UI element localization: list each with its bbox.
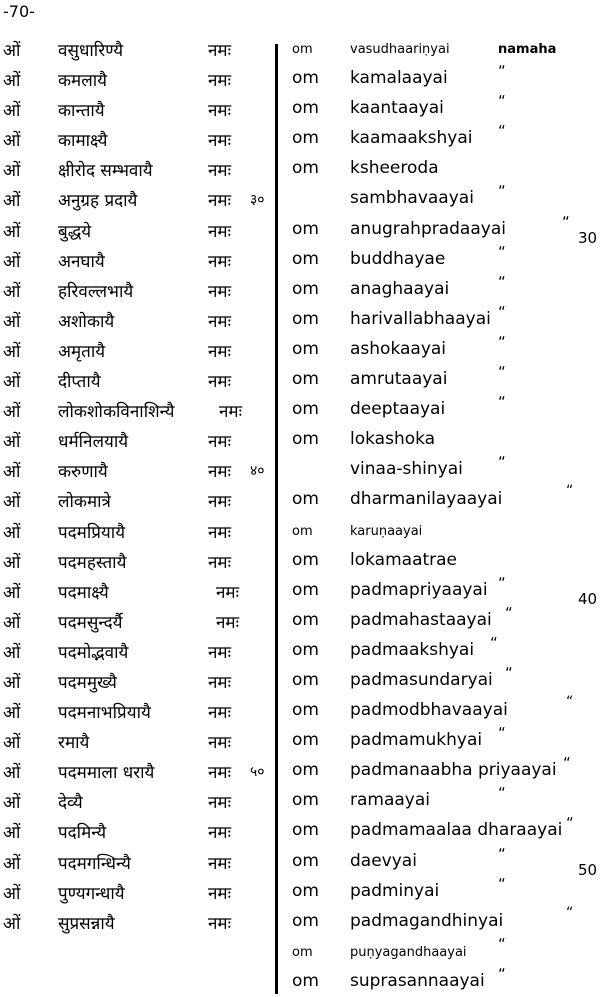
quote: “ bbox=[498, 964, 506, 983]
list-item bbox=[0, 964, 600, 997]
name-lat: deeptaayai bbox=[350, 399, 446, 420]
name-dev: पदमाक्ष्यै bbox=[58, 582, 109, 603]
om-lat: om bbox=[292, 549, 319, 570]
page-number: -70- bbox=[3, 2, 35, 21]
list-item bbox=[0, 696, 600, 726]
quote: “ bbox=[498, 784, 506, 803]
om-dev: ओं bbox=[3, 522, 21, 543]
name-lat: kamalaayai bbox=[350, 68, 448, 89]
name-dev: लोकमात्रे bbox=[58, 492, 111, 513]
name-dev: क्षीरोद सम्भवायै bbox=[58, 161, 153, 182]
list-item bbox=[0, 124, 600, 154]
om-dev: ओं bbox=[3, 311, 21, 332]
list-item bbox=[0, 332, 600, 365]
namah-dev: नमः bbox=[219, 402, 243, 423]
namah-dev: नमः bbox=[208, 71, 232, 92]
name-lat: karuṇaayai bbox=[350, 523, 423, 539]
quote: “ bbox=[498, 724, 506, 743]
om-lat: om bbox=[292, 790, 319, 811]
name-lat: padmaakshyai bbox=[350, 639, 475, 660]
name-lat: anugrahpradaayai bbox=[350, 218, 506, 239]
name-dev: पदममुख्यै bbox=[58, 672, 117, 693]
name-lat: padmamukhyai bbox=[350, 730, 483, 751]
extra: namaha bbox=[498, 42, 557, 57]
name-lat: lokamaatrae bbox=[350, 549, 458, 570]
name-dev: करुणायै bbox=[58, 462, 108, 483]
quote: “ bbox=[498, 332, 506, 351]
namah-dev: नमः bbox=[208, 101, 232, 122]
list-item bbox=[0, 786, 600, 816]
name-dev: पदमिन्यै bbox=[58, 823, 107, 844]
namah-dev: नमः bbox=[208, 251, 232, 272]
list-item bbox=[0, 844, 600, 879]
name-lat: padmahastaayai bbox=[350, 609, 492, 630]
list-item bbox=[0, 365, 600, 395]
om-dev: ओं bbox=[3, 672, 21, 693]
list-item bbox=[0, 573, 600, 608]
name-lat: padmamaalaa dharaayai bbox=[350, 820, 563, 841]
quote: “ bbox=[498, 242, 506, 261]
om-lat: om bbox=[292, 970, 319, 991]
om-lat: om bbox=[292, 42, 313, 57]
mark: “ bbox=[566, 694, 574, 711]
om-lat: om bbox=[292, 880, 319, 901]
om-dev: ओं bbox=[3, 703, 21, 724]
list-item bbox=[0, 516, 600, 546]
om-dev: ओं bbox=[3, 793, 21, 814]
name-lat: suprasannaayai bbox=[350, 970, 485, 991]
name-dev: पदमहस्तायै bbox=[58, 552, 127, 573]
om-lat: om bbox=[292, 98, 319, 119]
list-item bbox=[0, 663, 600, 696]
name-lat: padmodbhavaayai bbox=[350, 700, 508, 721]
om-lat: om bbox=[292, 248, 319, 269]
list-item bbox=[0, 756, 600, 786]
om-dev: ओं bbox=[3, 251, 21, 272]
quote: “ bbox=[498, 182, 506, 201]
list-item bbox=[0, 546, 600, 576]
om-dev: ओं bbox=[3, 552, 21, 573]
om-dev: ओं bbox=[3, 372, 21, 393]
om-dev: ओं bbox=[3, 582, 21, 603]
om-dev: ओं bbox=[3, 432, 21, 453]
list-item bbox=[0, 816, 600, 846]
name-dev: पुण्यगन्धायै bbox=[58, 883, 125, 904]
name-lat: buddhayae bbox=[350, 248, 446, 269]
quote: “ bbox=[498, 934, 506, 953]
name-dev: हरिवल्लभायै bbox=[58, 281, 134, 302]
namah-dev: नमः bbox=[208, 41, 232, 61]
name-lat: puṇyagandhaayai bbox=[350, 944, 467, 960]
om-lat: om bbox=[292, 369, 319, 390]
namah-dev: नमः bbox=[208, 161, 232, 182]
name-lat: padmasundaryai bbox=[350, 669, 493, 690]
om-dev: ओं bbox=[3, 913, 21, 934]
namah-dev: नमः bbox=[208, 883, 232, 904]
name-dev: कान्तायै bbox=[58, 101, 105, 122]
namah-dev: नमः bbox=[208, 372, 232, 393]
om-dev: ओं bbox=[3, 41, 21, 61]
name-lat: ashokaayai bbox=[350, 338, 447, 359]
quote: “ bbox=[566, 814, 574, 833]
namah-dev: नमः bbox=[208, 131, 232, 152]
namah-dev: नमः bbox=[208, 642, 232, 663]
namah-dev: नमः bbox=[208, 672, 232, 693]
om-dev: ओं bbox=[3, 763, 21, 784]
name-lat: padmagandhinyai bbox=[350, 910, 504, 931]
name-dev: अमृतायै bbox=[58, 341, 106, 362]
name-lat: anaghaayai bbox=[350, 278, 450, 299]
name-dev: पदमगन्धिन्यै bbox=[58, 853, 131, 874]
namah-dev: नमः bbox=[208, 552, 232, 573]
om-dev: ओं bbox=[3, 462, 21, 483]
name-lat: amrutaayai bbox=[350, 369, 448, 390]
namah-dev: नमः bbox=[216, 582, 240, 603]
om-lat: om bbox=[292, 399, 319, 420]
namah-dev: नमः bbox=[208, 341, 232, 362]
namah-dev: नमः bbox=[208, 191, 232, 212]
name-lat: ksheeroda bbox=[350, 158, 439, 179]
om-dev: ओं bbox=[3, 612, 21, 633]
om-dev: ओं bbox=[3, 492, 21, 513]
list-item bbox=[0, 64, 600, 94]
rnum: 30 bbox=[578, 228, 598, 247]
name-dev: अशोकायै bbox=[58, 311, 115, 332]
quote: “ bbox=[498, 272, 506, 291]
om-dev: ओं bbox=[3, 131, 21, 152]
namah-dev: नमः bbox=[208, 823, 232, 844]
list-item bbox=[0, 934, 600, 967]
om-lat: om bbox=[292, 944, 313, 960]
om-dev: ओं bbox=[3, 883, 21, 904]
list-item bbox=[0, 633, 600, 666]
quote: “ bbox=[498, 62, 506, 81]
om-lat: om bbox=[292, 489, 319, 510]
name-dev: देव्यै bbox=[58, 793, 83, 814]
om-lat: om bbox=[292, 669, 319, 690]
namah-dev: नमः bbox=[208, 281, 232, 302]
list-item bbox=[0, 603, 600, 636]
name-dev: पदमसुन्दर्यै bbox=[58, 612, 123, 633]
om-dev: ओं bbox=[3, 191, 21, 212]
name-dev: पदमनाभप्रियायै bbox=[58, 703, 151, 724]
list-item bbox=[0, 184, 600, 214]
om-dev: ओं bbox=[3, 281, 21, 302]
name-dev: बुद्धये bbox=[58, 221, 92, 242]
quote: “ bbox=[498, 122, 506, 141]
om-dev: ओं bbox=[3, 161, 21, 182]
om-dev: ओं bbox=[3, 402, 21, 423]
name-dev: कमलायै bbox=[58, 71, 108, 92]
om-dev: ओं bbox=[3, 71, 21, 92]
name-dev: लोकशोकविनाशिन्यै bbox=[58, 402, 175, 423]
om-lat: om bbox=[292, 128, 319, 149]
quote: “ bbox=[498, 453, 506, 472]
deva-num: ३० bbox=[250, 192, 265, 209]
om-lat: om bbox=[292, 68, 319, 89]
name-dev: धर्मनिलयायै bbox=[58, 432, 129, 453]
om-lat: om bbox=[292, 639, 319, 660]
name-lat: vasudhaariṇyai bbox=[350, 42, 450, 57]
om-lat: om bbox=[292, 158, 319, 179]
list-item bbox=[0, 34, 600, 64]
list-item bbox=[0, 94, 600, 124]
list-item bbox=[0, 485, 600, 515]
list-item bbox=[0, 904, 600, 937]
mark: “ bbox=[566, 483, 574, 500]
name-lat: lokashoka bbox=[350, 429, 436, 450]
name-lat: padmapriyaayai bbox=[350, 579, 488, 600]
om-lat: om bbox=[292, 523, 313, 539]
name-lat: vinaa-shinyai bbox=[350, 459, 463, 480]
quote: “ bbox=[498, 573, 506, 592]
quote: “ bbox=[498, 302, 506, 321]
quote: “ bbox=[563, 754, 571, 773]
om-dev: ओं bbox=[3, 221, 21, 242]
om-dev: ओं bbox=[3, 642, 21, 663]
quote: “ bbox=[490, 633, 498, 652]
om-dev: ओं bbox=[3, 341, 21, 362]
quote: “ bbox=[505, 663, 513, 682]
namah-dev: नमः bbox=[208, 462, 232, 483]
namah-dev: नमः bbox=[208, 221, 232, 242]
quote: “ bbox=[498, 363, 506, 382]
list-item bbox=[0, 726, 600, 756]
om-dev: ओं bbox=[3, 853, 21, 874]
om-lat: om bbox=[292, 278, 319, 299]
om-lat: om bbox=[292, 429, 319, 450]
namah-dev: नमः bbox=[208, 853, 232, 874]
om-lat: om bbox=[292, 730, 319, 751]
name-lat: padminyai bbox=[350, 880, 440, 901]
om-lat: om bbox=[292, 700, 319, 721]
name-lat: daevyai bbox=[350, 850, 417, 871]
om-dev: ओं bbox=[3, 733, 21, 754]
name-lat: ramaayai bbox=[350, 790, 431, 811]
name-dev: अनघायै bbox=[58, 251, 105, 272]
quote: “ bbox=[498, 393, 506, 412]
namah-dev: नमः bbox=[208, 522, 232, 543]
list-item bbox=[0, 874, 600, 907]
om-lat: om bbox=[292, 218, 319, 239]
name-dev: कामाक्ष्यै bbox=[58, 131, 108, 152]
deva-num: ५० bbox=[250, 764, 265, 781]
namah-dev: नमः bbox=[208, 733, 232, 754]
om-lat: om bbox=[292, 609, 319, 630]
om-lat: om bbox=[292, 308, 319, 329]
namah-dev: नमः bbox=[208, 311, 232, 332]
name-dev: पदमोद्भवायै bbox=[58, 642, 129, 663]
name-dev: दीप्तायै bbox=[58, 372, 101, 393]
namah-dev: नमः bbox=[208, 703, 232, 724]
name-lat: kaantaayai bbox=[350, 98, 444, 119]
list-item bbox=[0, 302, 600, 335]
name-dev: वसुधारिण्यै bbox=[58, 41, 124, 61]
namah-dev: नमः bbox=[208, 793, 232, 814]
namah-dev: नमः bbox=[208, 763, 232, 784]
namah-dev: नमः bbox=[216, 612, 240, 633]
namah-dev: नमः bbox=[208, 913, 232, 934]
name-dev: अनुग्रह प्रदायै bbox=[58, 191, 138, 212]
name-lat: kaamaakshyai bbox=[350, 128, 473, 149]
name-dev: सुप्रसन्नायै bbox=[58, 913, 115, 934]
rnum: 40 bbox=[578, 589, 598, 608]
quote: “ bbox=[498, 92, 506, 111]
mark: “ bbox=[566, 904, 574, 921]
list-item bbox=[0, 425, 600, 455]
om-lat: om bbox=[292, 338, 319, 359]
deva-num: ४० bbox=[250, 463, 265, 480]
name-dev: रमायै bbox=[58, 733, 90, 754]
list-item bbox=[0, 242, 600, 275]
name-lat: dharmanilayaayai bbox=[350, 489, 503, 510]
name-lat: harivallabhaayai bbox=[350, 308, 491, 329]
om-dev: ओं bbox=[3, 101, 21, 122]
om-lat: om bbox=[292, 850, 319, 871]
om-lat: om bbox=[292, 579, 319, 600]
quote: “ bbox=[498, 874, 506, 893]
namah-dev: नमः bbox=[208, 492, 232, 513]
namah-dev: नमः bbox=[208, 432, 232, 453]
om-lat: om bbox=[292, 760, 319, 781]
list-item bbox=[0, 455, 600, 485]
list-item bbox=[0, 395, 600, 425]
quote: “ bbox=[505, 603, 513, 622]
rnum: 50 bbox=[578, 860, 598, 879]
quote: “ bbox=[562, 212, 570, 231]
name-lat: padmanaabha priyaayai bbox=[350, 760, 557, 781]
list-item bbox=[0, 272, 600, 305]
list-item bbox=[0, 154, 600, 184]
name-dev: पदममाला धरायै bbox=[58, 763, 155, 784]
om-lat: om bbox=[292, 910, 319, 931]
om-lat: om bbox=[292, 820, 319, 841]
mantra-list bbox=[0, 34, 600, 997]
list-item bbox=[0, 212, 600, 247]
om-dev: ओं bbox=[3, 823, 21, 844]
quote: “ bbox=[498, 844, 506, 863]
name-dev: पदमप्रियायै bbox=[58, 522, 126, 543]
name-lat: sambhavaayai bbox=[350, 188, 474, 209]
